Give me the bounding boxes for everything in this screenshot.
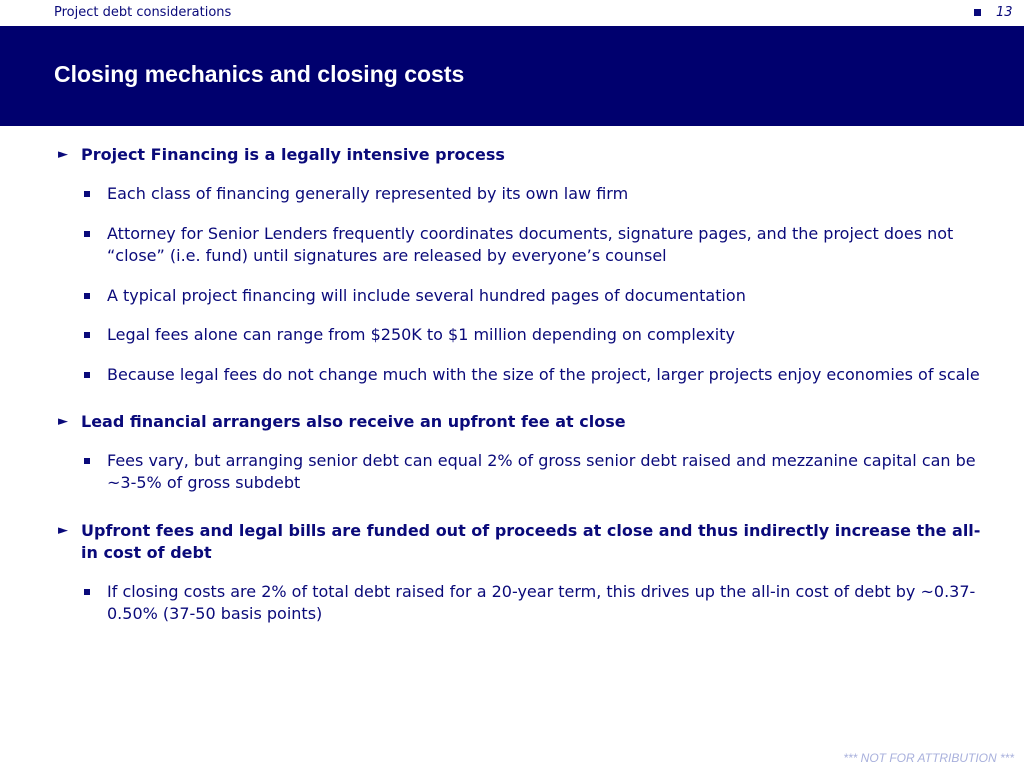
square-bullet-icon [84,231,90,237]
bullet-text: Lead financial arrangers also receive an upfront fee at close [81,412,626,431]
arrow-bullet-icon: ► [58,414,68,429]
title-band [0,26,1024,126]
sub-bullet-text: Fees vary, but arranging senior debt can equal 2% of gross senior debt raised and mezzanine capital can be ~3-5% of gross subdebt [107,451,976,492]
bullet-2 [0,411,1024,433]
sub-bullet-text: Because legal fees do not change much with the size of the project, larger projects enjoy economies of scale [107,365,980,384]
sub-bullet-1-3 [0,285,1024,307]
square-bullet-icon [84,191,90,197]
square-bullet-icon [974,9,981,16]
sub-bullet-text: A typical project financing will include several hundred pages of documentation [107,286,746,305]
arrow-bullet-icon: ► [58,147,68,162]
section-title: Project debt considerations [54,5,232,20]
square-bullet-icon [84,372,90,378]
bullet-text: Project Financing is a legally intensive process [81,145,505,164]
square-bullet-icon [84,589,90,595]
bullet-text: Upfront fees and legal bills are funded out of proceeds at close and thus indirectly increase the all-in cost of debt [81,521,981,562]
square-bullet-icon [84,458,90,464]
sub-bullet-text: Attorney for Senior Lenders frequently coordinates documents, signature pages, and the project does not “close” (i.e. fund) until signatures are released by everyone’s counsel [107,224,954,265]
bullet-1 [0,144,1024,166]
slide-title: Closing mechanics and closing costs [54,61,465,87]
sub-bullet-text: Each class of financing generally represented by its own law firm [107,184,629,203]
bullet-3 [0,520,1024,564]
footer-note: *** NOT FOR ATTRIBUTION *** [843,751,1014,765]
sub-bullet-3-1 [0,581,1024,625]
sub-bullet-1-4 [0,324,1024,346]
square-bullet-icon [84,332,90,338]
sub-bullet-1-2 [0,223,1024,267]
sub-bullet-1-5 [0,364,1024,386]
arrow-bullet-icon: ► [58,523,68,538]
sub-bullet-text: Legal fees alone can range from $250K to $1 million depending on complexity [107,325,735,344]
slide-content [0,126,1024,625]
page-number: 13 [996,5,1013,20]
square-bullet-icon [84,293,90,299]
sub-bullet-1-1 [0,183,1024,205]
top-bar [0,0,1024,26]
sub-bullet-2-1 [0,450,1024,494]
sub-bullet-text: If closing costs are 2% of total debt raised for a 20-year term, this drives up the all-in cost of debt by ~0.37-0.50% (37-50 basis points) [107,582,976,623]
